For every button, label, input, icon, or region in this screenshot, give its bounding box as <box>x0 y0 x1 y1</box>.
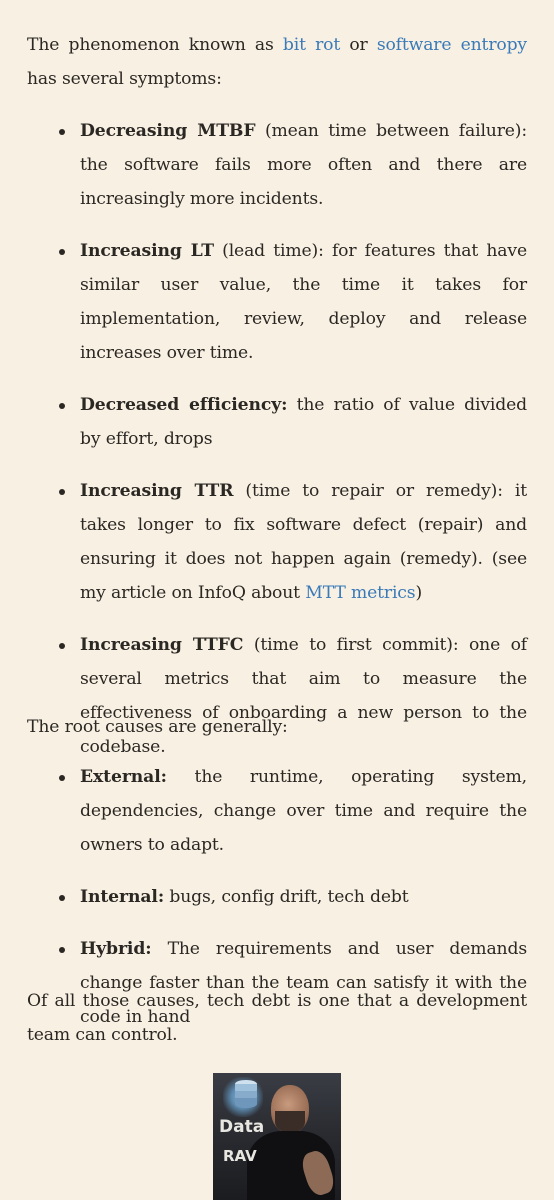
bullet-icon <box>59 403 65 409</box>
list-item-lt <box>27 234 527 370</box>
bullet-icon <box>59 249 65 255</box>
software-entropy-link[interactable]: software entropy <box>376 35 527 55</box>
cause-term: External: <box>80 767 167 787</box>
symptom-text: (mean time between failure): the software fails more often and there are increasingly more incidents. <box>80 121 527 209</box>
intro-mid: or <box>340 35 377 55</box>
cause-term: Internal: <box>80 887 165 907</box>
cause-text: The requirements and user demands change faster than the team can satisfy it with the code in hand <box>80 939 527 1027</box>
slide-word-data: Data <box>219 1117 265 1137</box>
slide-word-rav: RAV <box>223 1147 257 1165</box>
symptom-tail: ) <box>415 583 423 603</box>
list-item-efficiency <box>27 388 527 456</box>
list-item-ttr <box>27 474 527 610</box>
conclusion-paragraph: Of all those causes, tech debt is one that a development team can control. <box>27 991 527 1045</box>
bit-rot-link[interactable]: bit rot <box>282 35 341 55</box>
causes-intro: The root causes are generally: <box>27 717 288 737</box>
bullet-icon <box>59 895 65 901</box>
bullet-icon <box>59 129 65 135</box>
symptom-term: Increasing TTFC <box>80 635 244 655</box>
list-item-external <box>27 760 527 862</box>
symptom-term: Decreased efficiency: <box>80 395 288 415</box>
cause-text: bugs, config drift, tech debt <box>164 887 409 907</box>
intro-paragraph <box>27 28 527 96</box>
cause-text: the runtime, operating system, dependencies, change over time and require the owners to adapt. <box>80 767 527 855</box>
symptom-text: (time to repair or remedy): it takes longer to fix software defect (repair) and ensuring it does not happen again (remedy). (see my article on InfoQ about <box>80 481 527 603</box>
intro-pre: The phenomenon known as <box>27 35 283 55</box>
speaker-beard <box>275 1111 305 1133</box>
list-item-internal <box>27 880 527 914</box>
bullet-icon <box>59 775 65 781</box>
speaker-thumbnail[interactable] <box>213 1073 341 1200</box>
symptom-term: Increasing TTR <box>80 481 234 501</box>
database-icon <box>233 1079 259 1109</box>
bullet-icon <box>59 489 65 495</box>
symptom-text: (lead time): for features that have similar user value, the time it takes for implementation, review, deploy and release increases over time. <box>80 241 527 363</box>
symptom-text: (time to first commit): one of several metrics that aim to measure the effectiveness of onboarding a new person to the codebase. <box>80 635 527 757</box>
symptom-term: Decreasing MTBF <box>80 121 256 141</box>
list-item-mtbf <box>27 114 527 216</box>
symptom-term: Increasing LT <box>80 241 214 261</box>
intro-post: has several symptoms: <box>27 69 222 89</box>
mtt-metrics-link[interactable]: MTT metrics <box>305 583 416 603</box>
bullet-icon <box>59 947 65 953</box>
cause-term: Hybrid: <box>80 939 152 959</box>
symptoms-list <box>27 114 527 764</box>
symptom-text: the ratio of value divided by effort, drops <box>80 395 528 449</box>
bullet-icon <box>59 643 65 649</box>
